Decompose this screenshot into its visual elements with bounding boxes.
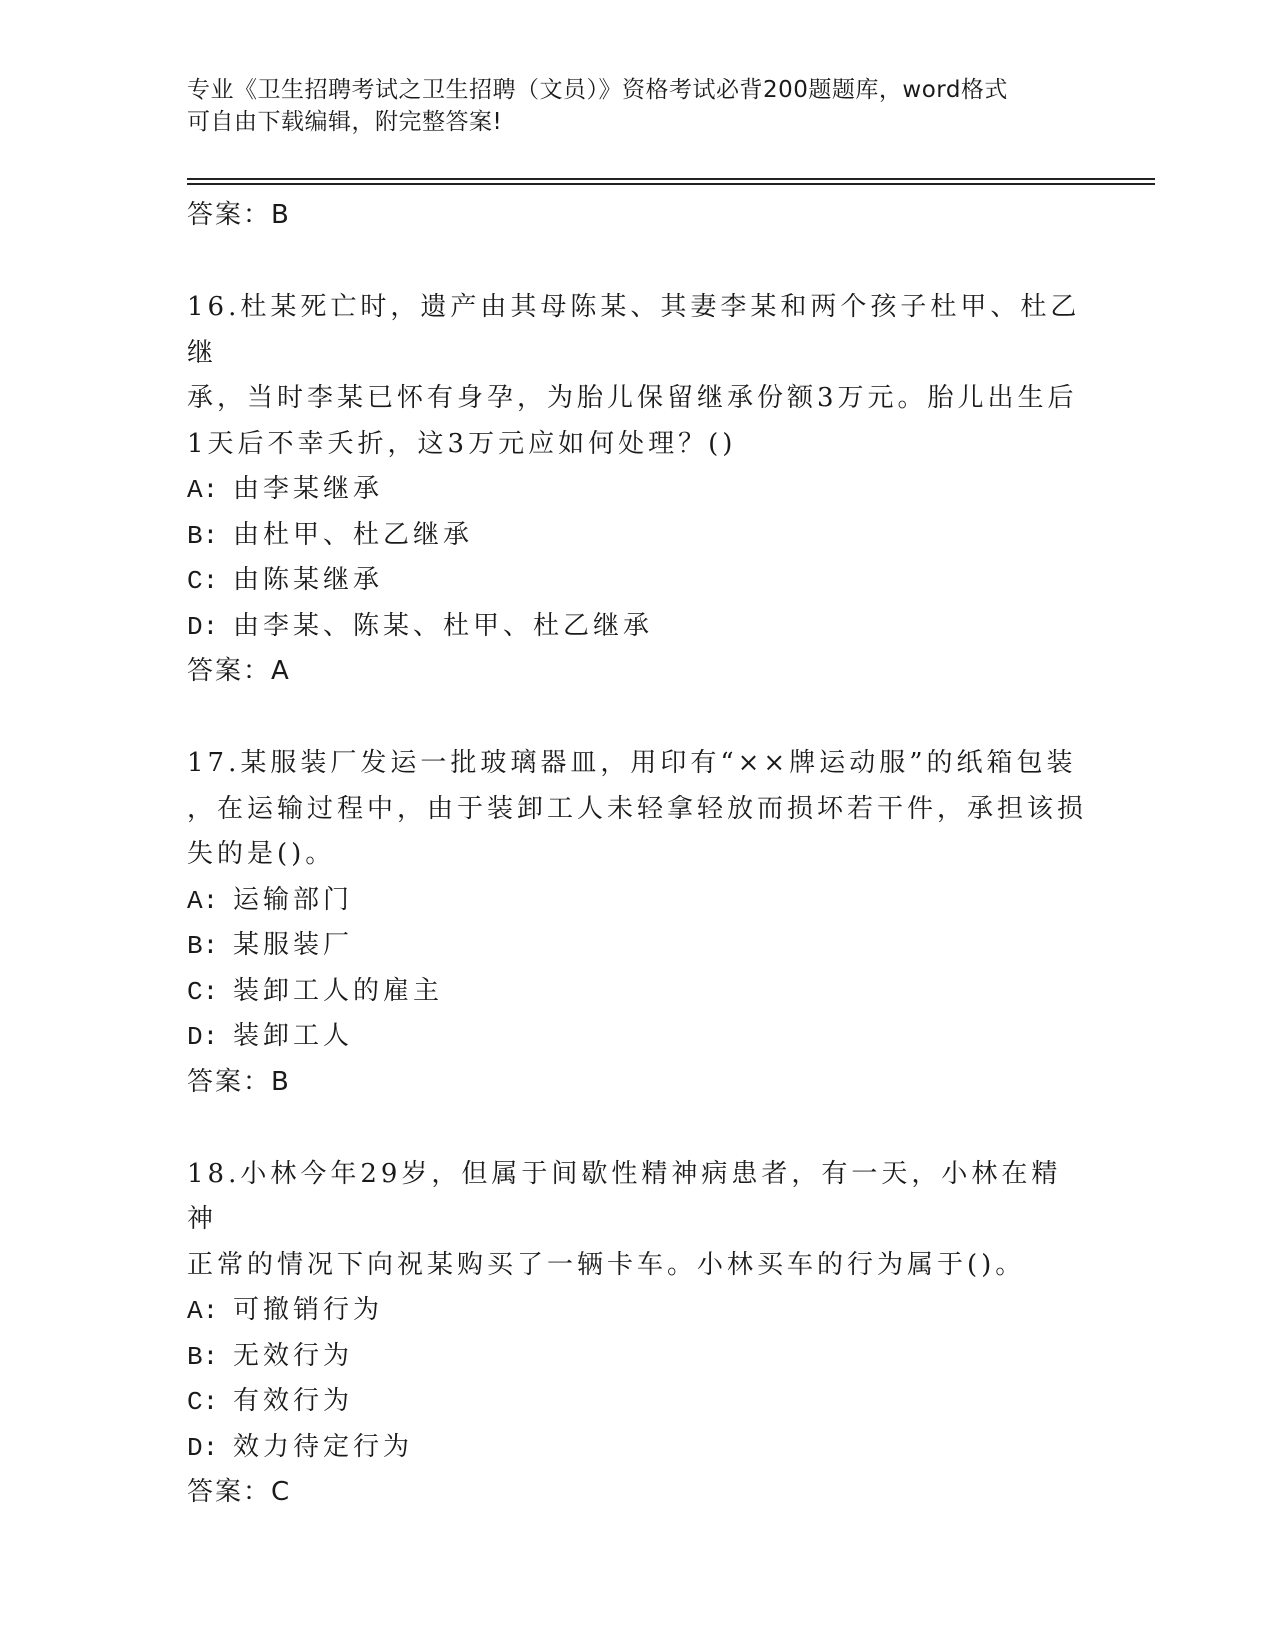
answer-line: 答案：B <box>187 1066 291 1097</box>
option-letter: C: <box>187 566 219 596</box>
option-text: 由杜甲、杜乙继承 <box>233 519 474 550</box>
stem-line: ，在运输过程中，由于装卸工人未轻拿轻放而损坏若干件，承担该损 <box>187 793 1088 824</box>
option-letter: D: <box>187 1432 219 1463</box>
option-letter: B: <box>187 931 219 961</box>
stem-line: 1天后不幸夭折，这3万元应如何处理？() <box>187 428 737 459</box>
stem-line: 承，当时李某已怀有身孕，为胎儿保留继承份额3万元。胎儿出生后 <box>187 383 1078 413</box>
option-text: 可撤销行为 <box>233 1295 384 1325</box>
option-letter: B: <box>187 1341 219 1372</box>
option-letter: C: <box>187 976 219 1007</box>
option-d <box>187 604 1087 650</box>
answer-line: 答案：C <box>187 1477 292 1507</box>
option-text: 装卸工人 <box>233 1021 354 1051</box>
question-block <box>187 741 1087 1104</box>
header-divider-secondary <box>187 183 1155 185</box>
stem-line: 16.杜某死亡时，遗产由其母陈某、其妻李某和两个孩子杜甲、杜乙继 <box>187 292 1081 368</box>
stem-line: 17.某服装厂发运一批玻璃器皿，用印有“××牌运动服”的纸箱包装 <box>187 748 1077 778</box>
option-text: 效力待定行为 <box>233 1431 414 1462</box>
question-stem <box>187 285 1087 467</box>
option-text: 装卸工人的雇主 <box>233 975 444 1006</box>
option-a <box>187 1288 1087 1334</box>
option-text: 无效行为 <box>233 1340 354 1371</box>
answer-line: 答案：A <box>187 656 291 686</box>
option-a <box>187 878 1087 924</box>
option-text: 有效行为 <box>233 1386 354 1416</box>
stem-line: 正常的情况下向祝某购买了一辆卡车。小林买车的行为属于()。 <box>187 1249 1026 1280</box>
option-text: 由李某、陈某、杜甲、杜乙继承 <box>233 610 654 641</box>
option-b <box>187 513 1087 559</box>
option-letter: C: <box>187 1387 219 1417</box>
question-stem <box>187 1152 1087 1289</box>
question-stem <box>187 741 1087 878</box>
option-a <box>187 467 1087 513</box>
header-line-1: 专业《卫生招聘考试之卫生招聘（文员）》资格考试必背200题题库，word格式 <box>187 77 1008 103</box>
option-d <box>187 1425 1087 1471</box>
answer-line: 答案：B <box>187 200 291 230</box>
document-header <box>187 74 1087 138</box>
option-b <box>187 1334 1087 1380</box>
option-text: 由李某继承 <box>233 474 384 504</box>
option-letter: A: <box>187 1296 219 1326</box>
option-text: 运输部门 <box>233 884 354 915</box>
option-letter: A: <box>187 475 219 505</box>
question-block <box>187 285 1087 693</box>
option-c <box>187 969 1087 1015</box>
header-line-2: 可自由下载编辑，附完整答案! <box>187 109 503 135</box>
header-divider <box>187 178 1155 180</box>
option-text: 某服装厂 <box>233 930 354 960</box>
option-letter: B: <box>187 520 219 551</box>
question-block <box>187 1152 1087 1515</box>
option-c <box>187 1379 1087 1425</box>
option-d <box>187 1014 1087 1060</box>
stem-line: 失的是()。 <box>187 839 336 869</box>
option-c <box>187 558 1087 604</box>
option-b <box>187 923 1087 969</box>
option-letter: A: <box>187 885 219 916</box>
option-letter: D: <box>187 611 219 642</box>
stem-line: 18.小林今年29岁，但属于间歇性精神病患者，有一天，小林在精神 <box>187 1158 1062 1234</box>
option-letter: D: <box>187 1022 219 1052</box>
document-body <box>187 193 1087 1514</box>
option-text: 由陈某继承 <box>233 565 384 595</box>
